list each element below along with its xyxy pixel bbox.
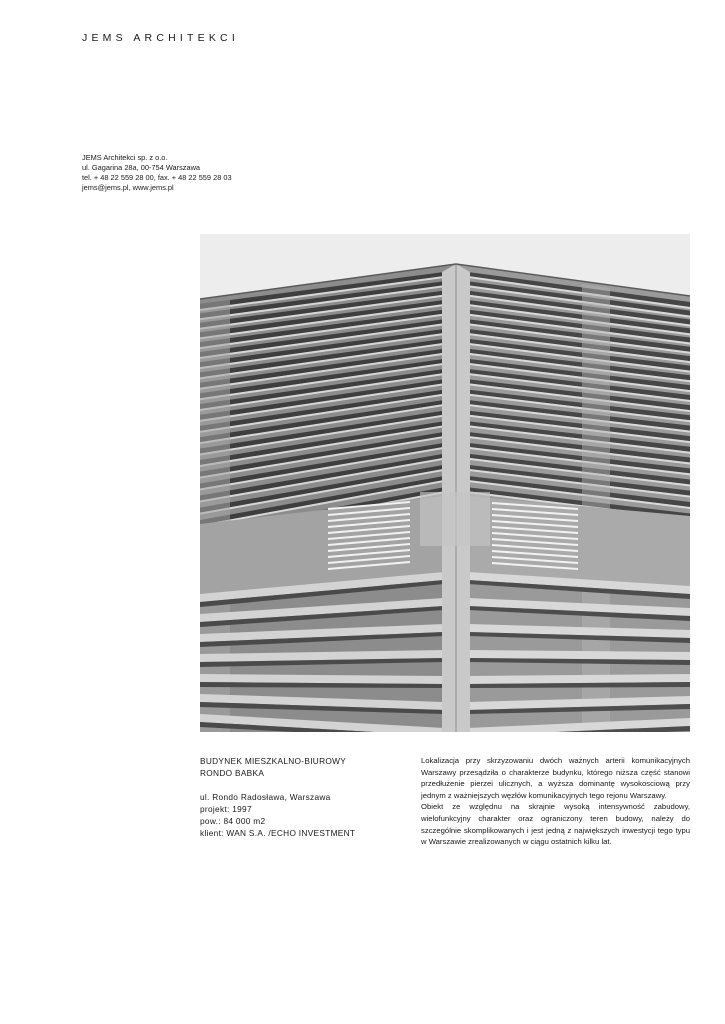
project-description: [421, 755, 690, 848]
company-phone: tel. + 48 22 559 28 00, fax. + 48 22 559 28 03: [82, 173, 232, 182]
project-year: projekt: 1997: [200, 804, 252, 815]
description-paragraph: Lokalizacja przy skrzyzowaniu dwóch ważnych arterii komunikacyjnych Warszawy przesądziła o charakterze budynku, którego niższa część stanowi przedłużenie pierzei ulicznych, a wyższa dominantę wysokosciową przy jednym z ważniejszych węzłów komunikacyjnych tego rejonu Warszawy.: [421, 756, 690, 800]
project-address: ul. Rondo Radosława, Warszawa: [200, 792, 331, 803]
company-address: ul. Gagarina 28a, 00-754 Warszawa: [82, 163, 201, 172]
contact-block: [82, 153, 232, 193]
company-name: JEMS Architekci sp. z o.o.: [82, 153, 168, 162]
description-paragraph: Obiekt ze względnu na skrajnie wysoką intensywność zabudowy, wielofunkcyjny charakter oraz ograniczony teren budowy, należy do szczególnie skomplikowanych i jest jedną z największych inwestycji tego typu w Warszawie zrealizowanych w ciągu ostatnich kilku lat.: [421, 802, 690, 847]
brand-title: JEMS ARCHITEKCI: [82, 32, 239, 44]
company-web: jems@jems.pl, www.jems.pl: [82, 183, 174, 192]
building-photo: [200, 234, 690, 732]
project-title: BUDYNEK MIESZKALNO-BIUROWY: [200, 756, 347, 766]
project-caption: [200, 755, 400, 840]
project-area: pow.: 84 000 m2: [200, 816, 266, 827]
project-subtitle: RONDO BABKA: [200, 768, 265, 779]
project-client: klient: WAN S.A. /ECHO INVESTMENT: [200, 828, 356, 839]
